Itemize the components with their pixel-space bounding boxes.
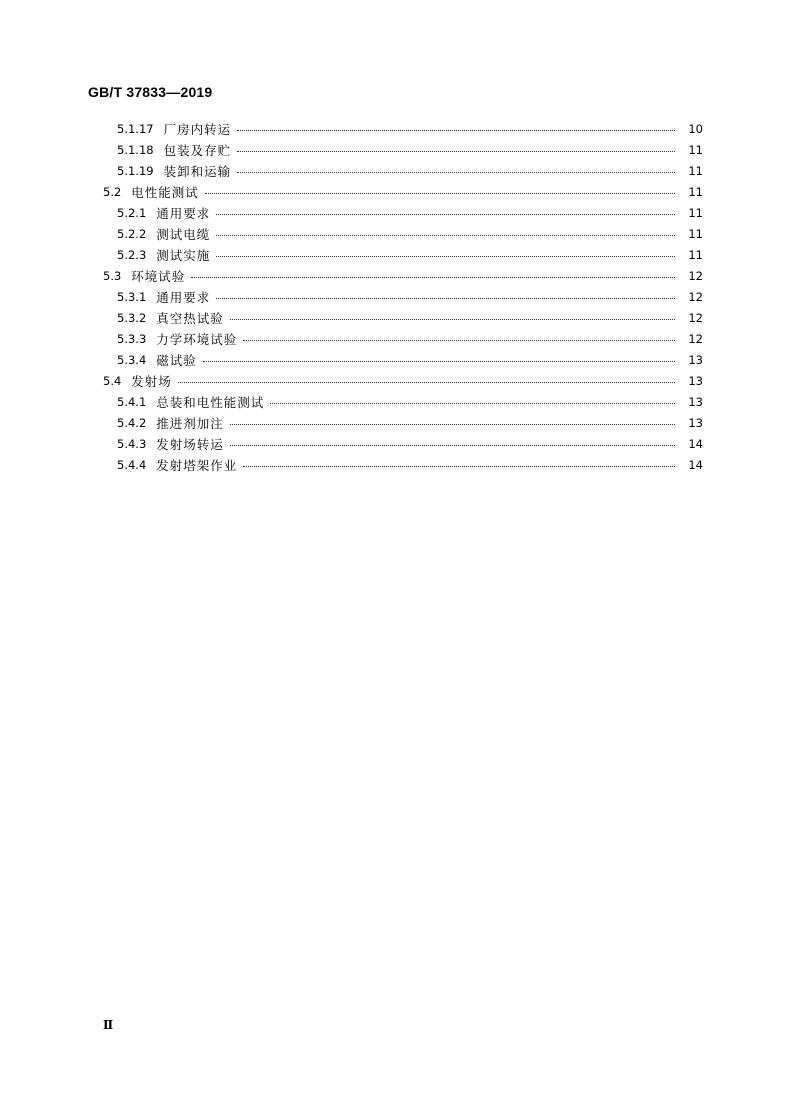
toc-entry-title: 厂房内转运 bbox=[163, 121, 232, 137]
toc-entry[interactable] bbox=[117, 118, 703, 139]
toc-leader-dots bbox=[270, 391, 675, 412]
toc-leader-dots bbox=[230, 307, 675, 328]
toc-entry[interactable] bbox=[117, 454, 703, 475]
toc-leader-dots bbox=[243, 328, 675, 349]
toc-entry-page: 11 bbox=[688, 247, 703, 262]
toc-entry-page: 13 bbox=[688, 394, 703, 409]
toc-entry-title: 总装和电性能测试 bbox=[156, 394, 265, 410]
toc-entry-title: 力学环境试验 bbox=[156, 331, 238, 347]
toc-leader-dots bbox=[237, 139, 675, 160]
toc-entry[interactable] bbox=[117, 286, 703, 307]
toc-leader-dots bbox=[230, 433, 675, 454]
toc-entry-title: 装卸和运输 bbox=[163, 163, 232, 179]
toc-entry-number: 5.2 bbox=[103, 184, 122, 199]
toc-entry-number: 5.3.3 bbox=[117, 331, 147, 346]
toc-leader-dots bbox=[191, 265, 675, 286]
toc-entry-page: 14 bbox=[688, 457, 703, 472]
toc-entry-title: 通用要求 bbox=[156, 205, 211, 221]
toc-entry-page: 11 bbox=[688, 142, 703, 157]
toc-leader-dots bbox=[205, 181, 675, 202]
toc-entry[interactable] bbox=[103, 181, 703, 202]
toc-entry-page: 11 bbox=[688, 205, 703, 220]
toc-leader-dots bbox=[230, 412, 675, 433]
toc-leader-dots bbox=[216, 244, 675, 265]
page-number-footer: Ⅱ bbox=[103, 1018, 114, 1032]
toc-entry-page: 10 bbox=[688, 121, 703, 136]
toc-entry-number: 5.1.18 bbox=[117, 142, 154, 157]
toc-entry-title: 真空热试验 bbox=[156, 310, 224, 326]
toc-leader-dots bbox=[203, 349, 675, 370]
toc-entry-page: 12 bbox=[688, 310, 703, 325]
toc-entry-page: 11 bbox=[688, 163, 703, 178]
toc-leader-dots bbox=[237, 118, 675, 139]
toc-entry[interactable] bbox=[117, 328, 703, 349]
toc-entry-number: 5.3 bbox=[103, 268, 122, 283]
toc-leader-dots bbox=[243, 454, 675, 475]
toc-entry-page: 13 bbox=[688, 373, 703, 388]
toc-entry-number: 5.3.4 bbox=[117, 352, 147, 367]
toc-entry-title: 发射塔架作业 bbox=[156, 457, 238, 473]
toc-entry[interactable] bbox=[117, 307, 703, 328]
toc-entry-title: 发射场 bbox=[131, 373, 172, 389]
toc-entry-page: 13 bbox=[688, 415, 703, 430]
toc-entry-page: 12 bbox=[688, 289, 703, 304]
toc-entry[interactable] bbox=[117, 244, 703, 265]
toc-entry-page: 11 bbox=[688, 184, 703, 199]
toc-entry-title: 包装及存贮 bbox=[163, 142, 232, 158]
toc-entry[interactable] bbox=[117, 202, 703, 223]
toc-leader-dots bbox=[216, 202, 675, 223]
toc-entry-page: 12 bbox=[688, 268, 703, 283]
toc-entry-page: 13 bbox=[688, 352, 703, 367]
toc-entry-number: 5.2.2 bbox=[117, 226, 147, 241]
toc-leader-dots bbox=[237, 160, 675, 181]
toc-entry[interactable] bbox=[117, 433, 703, 454]
toc-entry-page: 14 bbox=[688, 436, 703, 451]
toc-entry-page: 11 bbox=[688, 226, 703, 241]
toc-entry-title: 测试实施 bbox=[156, 247, 211, 263]
toc-leader-dots bbox=[178, 370, 675, 391]
toc-entry[interactable] bbox=[103, 265, 703, 286]
toc-entry[interactable] bbox=[117, 223, 703, 244]
toc-entry-number: 5.1.17 bbox=[117, 121, 154, 136]
toc-leader-dots bbox=[216, 286, 675, 307]
toc-entry-title: 通用要求 bbox=[156, 289, 211, 305]
toc-entry-number: 5.3.1 bbox=[117, 289, 147, 304]
standard-code-header: GB/T 37833—2019 bbox=[88, 84, 213, 100]
toc-entry-number: 5.2.1 bbox=[117, 205, 147, 220]
toc-entry-number: 5.4 bbox=[103, 373, 122, 388]
toc-entry[interactable] bbox=[103, 370, 703, 391]
toc-entry-number: 5.4.1 bbox=[117, 394, 147, 409]
toc-entry-number: 5.4.4 bbox=[117, 457, 147, 472]
toc-entry[interactable] bbox=[117, 160, 703, 181]
toc-entry-title: 测试电缆 bbox=[156, 226, 211, 242]
toc-entry-title: 磁试验 bbox=[156, 352, 197, 368]
toc-entry-number: 5.3.2 bbox=[117, 310, 147, 325]
toc-entry[interactable] bbox=[117, 349, 703, 370]
toc-entry-page: 12 bbox=[688, 331, 703, 346]
toc-entry-title: 发射场转运 bbox=[156, 436, 224, 452]
toc-leader-dots bbox=[216, 223, 675, 244]
toc-entry-number: 5.1.19 bbox=[117, 163, 154, 178]
toc-entry[interactable] bbox=[117, 412, 703, 433]
toc-entry-title: 环境试验 bbox=[131, 268, 186, 284]
toc-entry[interactable] bbox=[117, 139, 703, 160]
toc-entry[interactable] bbox=[117, 391, 703, 412]
toc-entry-number: 5.4.3 bbox=[117, 436, 147, 451]
toc-entry-number: 5.4.2 bbox=[117, 415, 147, 430]
toc-entry-number: 5.2.3 bbox=[117, 247, 147, 262]
toc-entry-title: 推进剂加注 bbox=[156, 415, 224, 431]
toc-entry-title: 电性能测试 bbox=[131, 184, 199, 200]
